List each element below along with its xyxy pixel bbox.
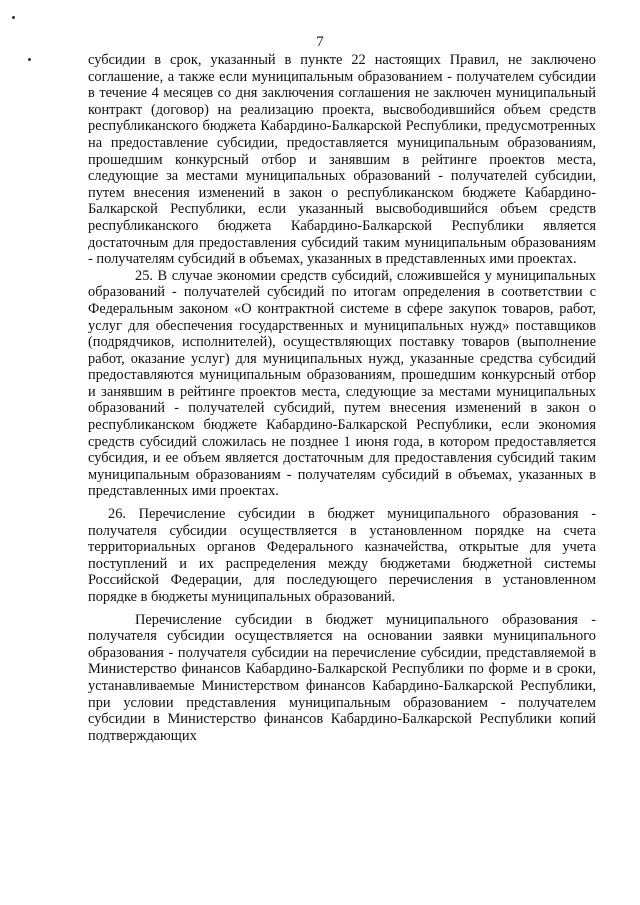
page-number: 7 [316, 34, 324, 50]
scan-speck-2 [28, 58, 31, 61]
paragraph-continuation: субсидии в срок, указанный в пункте 22 настоящих Правил, не заключено соглашение, а также если муниципальным образованием - получателем субсидии в течение 4 месяцев со дня заключения соглашения не заключен муниципальный контракт (договор) на реализацию проекта, высвободившийся объем средств республиканского бюджета Кабардино-Балкарской Республики, предусмотренных на предоставление субсидии, предоставляется муниципальным образованиям, прошедшим конкурсный отбор и занявшим в рейтинге проектов места, следующие за местами муниципальных образований - получателей субсидии, путем внесения изменений в закон о республиканском бюджете Кабардино-Балкарской Республики, если указанный высвободившийся объем средств республиканского бюджета Кабардино-Балкарской Республики является достаточным для предоставления субсидий таким муниципальным образованиям - получателям субсидий в объемах, указанных в представленных ими проектах. [88, 52, 596, 268]
paragraph-25: 25. В случае экономии средств субсидий, сложившейся у муниципальных образований - получателей субсидий по итогам определения в соответствии с Федеральным законом «О контрактной системе в сфере закупок товаров, работ, услуг для обеспечения государственных и муниципальных нужд» поставщиков (подрядчиков, исполнителей), осуществляющих поставку товаров (выполнение работ, оказание услуг) для муниципальных нужд, указанные средства субсидий предоставляются муниципальным образованиям, прошедшим конкурсный отбор и занявшим в рейтинге проектов места, следующие за местами муниципальных образований - получателей субсидий, путем внесения изменений в закон о республиканском бюджете Кабардино-Балкарской Республики, если экономия средств субсидий сложилась не позднее 1 июня года, в котором предоставляется субсидия, и ее объем является достаточным для предоставления субсидий таким муниципальным образованиям - получателям субсидий в объемах, указанных в представленных ими проектах. [88, 267, 596, 500]
scan-speck-1 [12, 16, 15, 19]
document-body [88, 52, 596, 744]
paragraph-26: 26. Перечисление субсидии в бюджет муниципального образования - получателя субсидии осуществляется в установленном порядке на счета территориальных органов Федерального казначейства, открытые для учета поступлений и их распределения между бюджетами бюджетной системы Российской Федерации, для последующего перечисления в установленном порядке в бюджеты муниципальных образований. [88, 506, 596, 605]
paragraph-transfer: Перечисление субсидии в бюджет муниципального образования - получателя субсидии осуществляется на основании заявки муниципального образования - получателя субсидии на перечисление субсидии, представляемой в Министерство финансов Кабардино-Балкарской Республики по форме и в сроки, устанавливаемые Министерством финансов Кабардино-Балкарской Республики, при условии представления муниципальным образованием - получателем субсидии в Министерство финансов Кабардино-Балкарской Республики копий подтверждающих [88, 611, 596, 744]
